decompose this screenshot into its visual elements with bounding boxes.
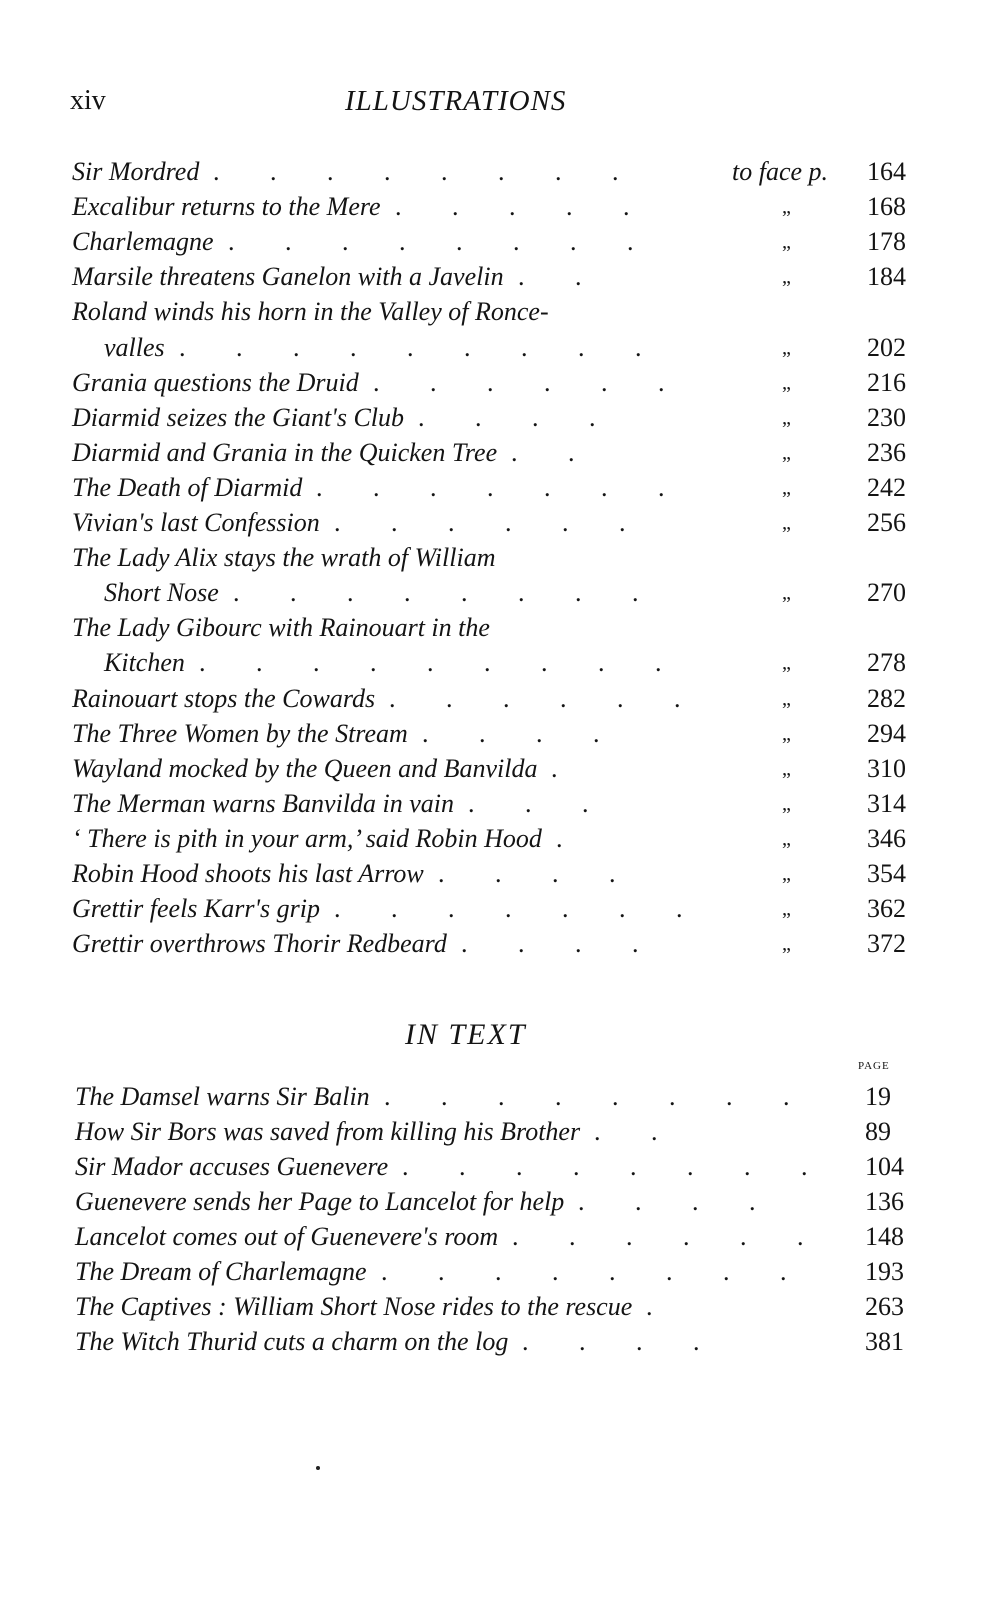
dot-leaders: . . (511, 437, 597, 467)
dot-leaders: . . . . (578, 1187, 778, 1216)
plate-title: Grettir overthrows Thorir Redbeard (72, 929, 447, 959)
plate-page-number: 346 (867, 823, 906, 853)
ditto-mark: „ (782, 476, 791, 499)
in-text-entry (75, 1115, 955, 1149)
dot-leaders: . . . . . . . (334, 894, 705, 924)
ditto-mark: „ (782, 266, 791, 289)
in-text-title: The Damsel warns Sir Balin (75, 1082, 370, 1111)
dot-leaders: . . . . . . . . (402, 1152, 830, 1181)
dot-leaders: . . . . . . . . (228, 227, 656, 257)
plate-page-number: 372 (867, 929, 906, 959)
plate-entry (72, 927, 952, 961)
plate-page-number: 282 (867, 683, 906, 713)
plate-title: The Lady Gibourc with Rainouart in the (72, 613, 490, 643)
dot-leaders: . . . . . (395, 192, 652, 222)
in-text-page-number: 193 (865, 1257, 904, 1286)
dot-leaders: . . . . . . . . . (199, 648, 684, 678)
plate-title: Grettir feels Karr's grip (72, 894, 321, 924)
ditto-mark: „ (782, 652, 791, 675)
dot-leaders: . . . . . . (373, 367, 687, 397)
dot-leaders: . . . . . . (389, 683, 703, 713)
dot-leaders: . . . . (418, 402, 618, 432)
dot-leaders: . . (594, 1117, 680, 1146)
plate-entry (72, 682, 952, 716)
plate-title: valles (104, 332, 165, 362)
plate-title: Excalibur returns to the Mere (72, 192, 381, 222)
plate-title: Rainouart stops the Cowards (72, 683, 376, 713)
plate-entry (72, 646, 952, 680)
in-text-title: The Dream of Charlemagne (75, 1257, 367, 1286)
ditto-mark: „ (782, 687, 791, 710)
plate-page-number: 278 (867, 648, 906, 678)
dot-leaders: . (551, 753, 580, 783)
plate-entry (72, 892, 952, 926)
ditto-mark: „ (782, 512, 791, 534)
plate-page-number: 236 (867, 437, 906, 467)
ditto-mark: „ (782, 757, 791, 780)
page-number: xiv (70, 85, 106, 116)
plate-entry (72, 717, 952, 751)
in-text-title: Lancelot comes out of Guenevere's room (75, 1222, 499, 1251)
ditto-mark: „ (782, 722, 791, 745)
in-text-entry (75, 1290, 955, 1324)
plate-title: Robin Hood shoots his last Arrow (72, 859, 424, 888)
ditto-mark: „ (782, 441, 791, 464)
plate-title: Wayland mocked by the Queen and Banvilda (72, 753, 538, 783)
plate-entry (72, 295, 952, 329)
dot-leaders: . (646, 1292, 675, 1321)
dot-leaders: . . . . . . . . . (179, 332, 664, 362)
in-text-page-number: 381 (865, 1327, 904, 1356)
in-text-entry (75, 1220, 955, 1254)
plate-entry (72, 822, 952, 856)
plate-page-number: 362 (867, 894, 906, 924)
page-header (70, 85, 970, 125)
in-text-page-number: 104 (865, 1152, 904, 1181)
plate-page-number: 202 (867, 332, 906, 362)
plate-title: The Merman warns Banvilda in vain (72, 788, 455, 818)
plate-page-number: 230 (867, 402, 906, 432)
ditto-mark: „ (782, 582, 791, 605)
running-title: ILLUSTRATIONS (345, 85, 567, 117)
plate-page-number: 178 (867, 227, 906, 257)
in-text-entry (75, 1185, 955, 1219)
plate-page-number: 168 (867, 192, 906, 222)
in-text-title: Sir Mador accuses Guenevere (75, 1152, 389, 1181)
plate-entry (72, 541, 952, 575)
plate-entry (72, 190, 952, 224)
plate-entry (72, 611, 952, 645)
in-text-entry (75, 1255, 955, 1289)
plate-page-number: 256 (867, 508, 906, 537)
plate-page-number: 216 (867, 367, 906, 397)
plate-title: Short Nose (104, 578, 219, 608)
plate-title: Grania questions the Druid (72, 367, 359, 397)
section-heading-in-text: IN TEXT (405, 1018, 527, 1051)
plate-title: Sir Mordred (72, 157, 200, 186)
plate-entry (72, 471, 952, 505)
in-text-entry (75, 1080, 955, 1114)
page-column-label: PAGE (858, 1060, 890, 1072)
plate-page-number: 184 (867, 262, 906, 292)
in-text-page-number: 136 (865, 1187, 904, 1216)
plate-entry (72, 366, 952, 400)
in-text-title: The Captives : William Short Nose rides to the rescue (75, 1292, 633, 1321)
in-text-entry (75, 1150, 955, 1184)
ditto-mark: „ (782, 196, 791, 219)
dot-leaders: . . . . (422, 718, 622, 748)
dot-leaders: . (556, 823, 585, 853)
stray-mark (316, 1466, 320, 1470)
plate-entry (72, 155, 952, 189)
dot-leaders: . . . . . . . (316, 472, 687, 502)
ditto-mark: „ (782, 863, 791, 885)
plate-entry (72, 576, 952, 610)
plate-page-number: 310 (867, 753, 906, 783)
plate-title: Diarmid seizes the Giant's Club (72, 402, 405, 432)
plate-entry (72, 225, 952, 259)
plate-title: Kitchen (104, 648, 185, 678)
plate-page-number: 164 (867, 157, 906, 186)
plate-entry (72, 787, 952, 821)
in-text-page-number: 89 (865, 1117, 891, 1146)
to-face-label: to face p. (732, 157, 829, 186)
dot-leaders: . . . . . . . . (213, 157, 641, 186)
ditto-mark: „ (782, 406, 791, 429)
ditto-mark: „ (782, 336, 791, 359)
plate-page-number: 270 (867, 578, 906, 608)
dot-leaders: . . . . . . . . (381, 1257, 809, 1286)
plate-title: The Death of Diarmid (72, 472, 303, 502)
dot-leaders: . . (518, 262, 604, 292)
in-text-page-number: 263 (865, 1292, 904, 1321)
ditto-mark: „ (782, 933, 791, 956)
plate-title: Diarmid and Grania in the Quicken Tree (72, 437, 498, 467)
in-text-title: The Witch Thurid cuts a charm on the log (75, 1327, 509, 1356)
plate-title: Charlemagne (72, 227, 214, 257)
in-text-page-number: 148 (865, 1222, 904, 1251)
plate-entry (72, 260, 952, 294)
ditto-mark: „ (782, 231, 791, 254)
dot-leaders: . . . (468, 788, 611, 818)
plate-entry (72, 401, 952, 435)
in-text-title: Guenevere sends her Page to Lancelot for help (75, 1187, 565, 1216)
plate-title: The Three Women by the Stream (72, 718, 408, 748)
ditto-mark: „ (782, 898, 791, 921)
dot-leaders: . . . . (461, 929, 661, 959)
plate-page-number: 242 (867, 472, 906, 502)
ditto-mark: „ (782, 792, 791, 815)
plate-title: Roland winds his horn in the Valley of Ronce- (72, 297, 549, 327)
dot-leaders: . . . . (522, 1327, 722, 1356)
plate-entry (72, 506, 952, 540)
dot-leaders: . . . . . . . . (233, 578, 661, 608)
plate-page-number: 354 (867, 859, 906, 888)
plate-title: Marsile threatens Ganelon with a Javelin (72, 262, 504, 292)
in-text-page-number: 19 (865, 1082, 891, 1111)
in-text-entry (75, 1325, 955, 1359)
plate-page-number: 294 (867, 718, 906, 748)
plate-title: ‘ There is pith in your arm,’ said Robin Hood (72, 823, 542, 853)
plate-entry (72, 436, 952, 470)
plate-entry (72, 857, 952, 891)
plate-page-number: 314 (867, 788, 906, 818)
plate-title: Vivian's last Confession (72, 508, 320, 537)
plate-entry (72, 331, 952, 365)
plate-title: The Lady Alix stays the wrath of William (72, 543, 496, 573)
ditto-mark: „ (782, 371, 791, 394)
dot-leaders: . . . . . . . . (384, 1082, 812, 1111)
dot-leaders: . . . . . . (512, 1222, 826, 1251)
dot-leaders: . . . . (438, 859, 638, 888)
ditto-mark: „ (782, 827, 791, 850)
dot-leaders: . . . . . . (334, 508, 648, 537)
plate-entry (72, 752, 952, 786)
in-text-title: How Sir Bors was saved from killing his Brother (75, 1117, 581, 1146)
